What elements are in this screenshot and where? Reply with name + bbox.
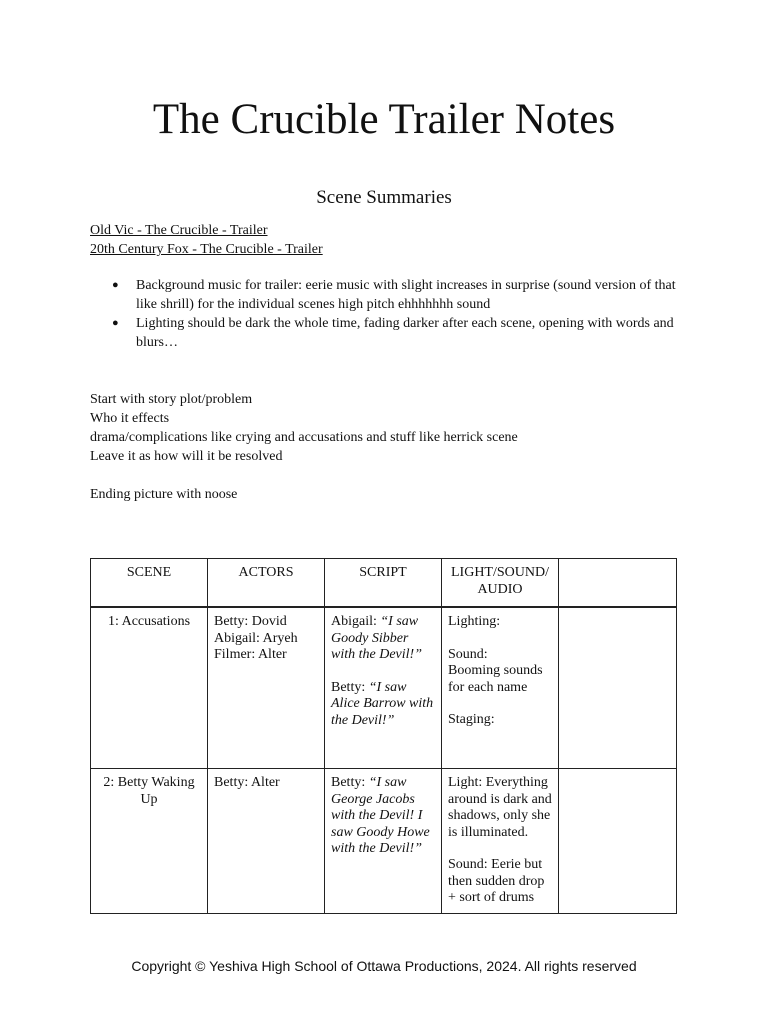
header-actors: ACTORS [208,559,325,608]
script-line: Betty: “I saw George Jacobs with the Devil! I saw Goody Howe with the Devil!” [331,775,430,856]
header-light-sound-audio: LIGHT/SOUND/ AUDIO [442,559,559,608]
note-line: Leave it as how will it be resolved [90,449,283,464]
note-line: Start with story plot/problem [90,392,253,407]
cell-script [325,769,442,914]
note-line: drama/complications like crying and accusations and stuff like herrick scene [90,430,518,445]
section-heading: Scene Summaries [316,187,452,208]
bullet-item-lighting: ● Lighting should be dark the whole time, fading darker after each scene, opening with words and blurs… [108,314,676,352]
table-row [91,607,677,769]
header-script: SCRIPT [325,559,442,608]
note-line: Who it effects [90,411,170,426]
script-line: Abigail: “I saw Goody Sibber with the Devil!” [331,614,422,662]
copyright-footer: Copyright © Yeshiva High School of Ottawa Productions, 2024. All rights reserved [131,958,637,974]
document-title: The Crucible Trailer Notes [152,96,616,143]
cell-actors: Betty: Dovid Abigail: Aryeh Filmer: Alter [208,607,325,769]
script-line: Betty: “I saw Alice Barrow with the Devil!” [331,679,434,728]
scene-table [90,558,677,914]
bullet-list [108,276,676,352]
cell-light-sound-audio: Light: Everything around is dark and shadows, only she is illuminated. Sound: Eerie but then sudden drop + sort of drums [442,769,559,914]
notes-block [90,390,518,504]
cell-empty [559,607,677,769]
cell-scene: 1: Accusations [91,607,208,769]
cell-script [325,607,442,769]
bullet-item-music: ● Background music for trailer: eerie music with slight increases in surprise (sound version of that like shrill) for the individual scenes high pitch ehhhhhhh sound [108,276,676,314]
cell-empty [559,769,677,914]
reference-links [90,221,323,259]
link-old-vic-trailer[interactable]: Old Vic - The Crucible - Trailer [90,223,268,238]
table-row [91,769,677,914]
cell-light-sound-audio: Lighting: Sound: Booming sounds for each name Staging: [442,607,559,769]
note-ending: Ending picture with noose [90,487,238,502]
cell-scene: 2: Betty Waking Up [91,769,208,914]
table-header-row [91,559,677,608]
link-fox-trailer[interactable]: 20th Century Fox - The Crucible - Trailer [90,242,323,257]
header-scene: SCENE [91,559,208,608]
header-empty [559,559,677,608]
cell-actors: Betty: Alter [208,769,325,914]
